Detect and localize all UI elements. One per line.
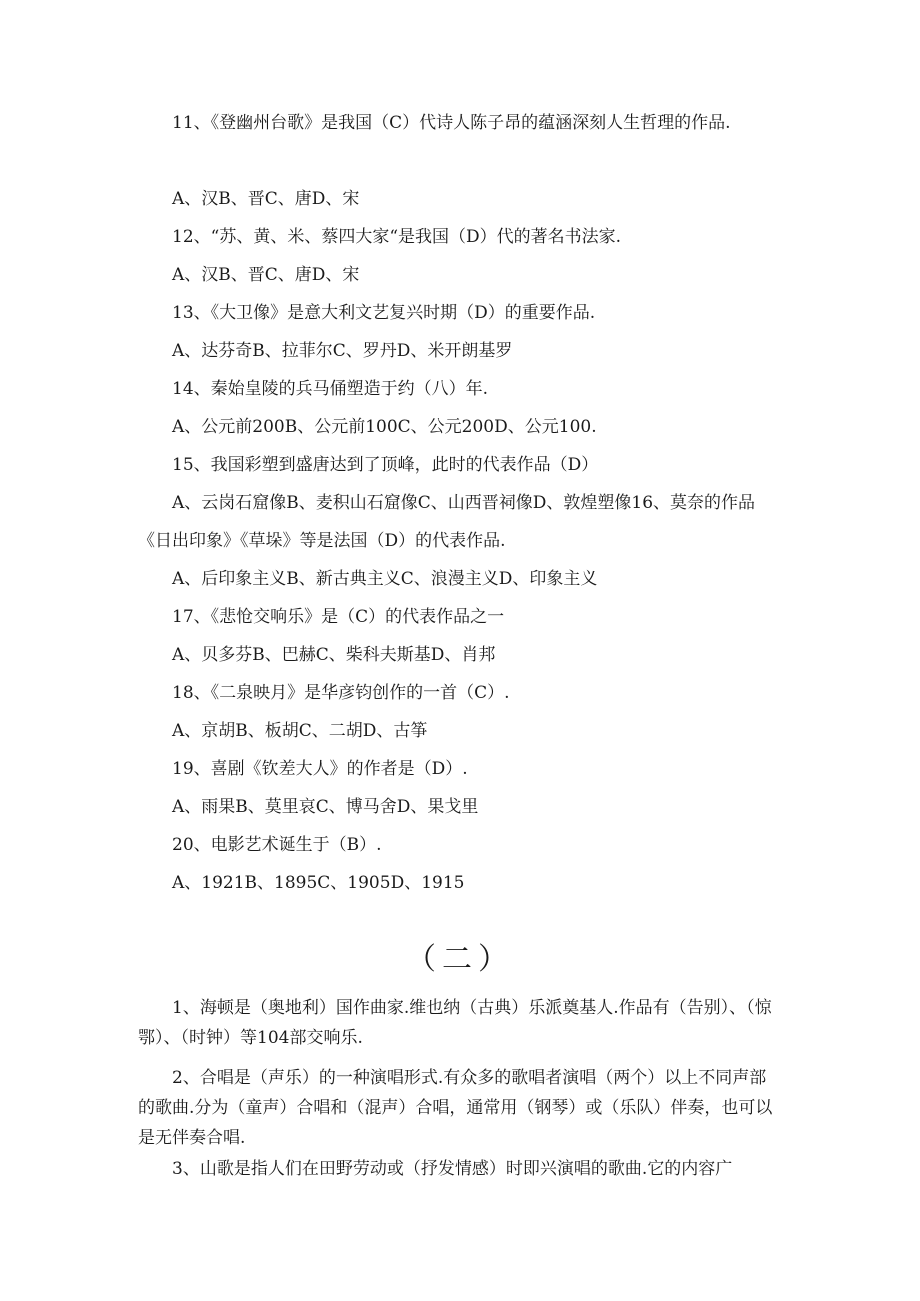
question-15: 15、我国彩塑到盛唐达到了顶峰，此时的代表作品（D）	[172, 455, 599, 475]
paragraph-2: 2、合唱是（声乐）的一种演唱形式.有众多的歌唱者演唱（两个）以上不同声部的歌曲.分为（童声）合唱和（混声）合唱，通常用（钢琴）或（乐队）伴奏，也可以是无伴奏合唱.	[138, 1068, 773, 1148]
options-16: A、后印象主义B、新古典主义C、浪漫主义D、印象主义	[172, 569, 598, 589]
section-heading: （二）	[406, 942, 514, 977]
question-18: 18、《二泉映月》是华彦钧创作的一首（C）.	[172, 683, 510, 703]
options-18: A、京胡B、板胡C、二胡D、古筝	[172, 721, 428, 741]
question-17: 17、《悲怆交响乐》是（C）的代表作品之一	[172, 607, 505, 627]
question-19: 19、喜剧《钦差大人》的作者是（D）.	[172, 759, 468, 779]
question-15-options-and-16: A、云岗石窟像B、麦积山石窟像C、山西晋祠像D、敦煌塑像16、莫奈的作品《日出印象》《草垛》等是法国（D）的代表作品.	[138, 493, 756, 551]
question-20: 20、电影艺术诞生于（B）.	[172, 835, 382, 855]
paragraph-1: 1、海顿是（奥地利）国作曲家.维也纳（古典）乐派奠基人.作品有（告别）、（惊鄂）、（时钟）等104部交响乐.	[138, 998, 772, 1048]
question-13: 13、《大卫像》是意大利文艺复兴时期（D）的重要作品.	[172, 303, 596, 323]
question-12: 12、“苏、黄、米、蔡四大家“是我国（D）代的著名书法家.	[172, 227, 622, 247]
options-17: A、贝多芬B、巴赫C、柴科夫斯基D、肖邦	[172, 645, 496, 665]
options-20: A、1921B、1895C、1905D、1915	[172, 873, 465, 893]
options-19: A、雨果B、莫里哀C、博马舍D、果戈里	[172, 797, 479, 817]
options-14: A、公元前200B、公元前100C、公元200D、公元100.	[172, 417, 597, 437]
options-12: A、汉B、晋C、唐D、宋	[172, 265, 360, 285]
options-13: A、达芬奇B、拉菲尔C、罗丹D、米开朗基罗	[172, 341, 513, 361]
question-14: 14、秦始皇陵的兵马俑塑造于约（八）年.	[172, 379, 489, 399]
question-11: 11、《登幽州台歌》是我国（C）代诗人陈子昂的蕴涵深刻人生哲理的作品.	[172, 113, 731, 133]
paragraph-3: 3、山歌是指人们在田野劳动或（抒发情感）时即兴演唱的歌曲.它的内容广	[172, 1159, 733, 1179]
options-11: A、汉B、晋C、唐D、宋	[172, 189, 360, 209]
